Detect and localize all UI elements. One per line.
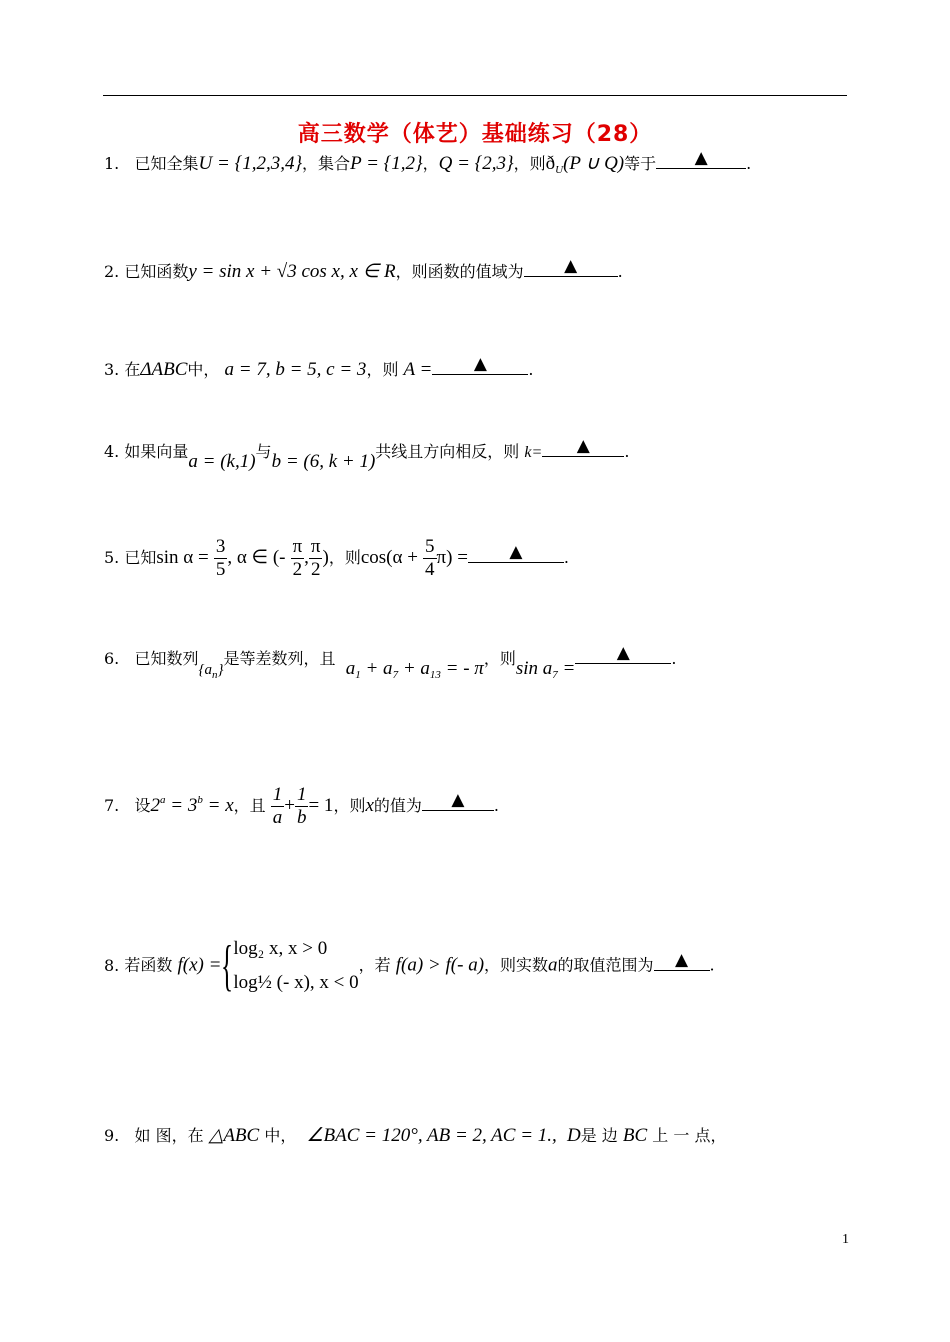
math-expression: sin α = bbox=[156, 547, 209, 568]
answer-blank[interactable] bbox=[524, 258, 618, 277]
question-number: 7. bbox=[104, 796, 120, 815]
period: . bbox=[671, 649, 677, 668]
page-number: 1 bbox=[842, 1232, 849, 1247]
complement-symbol: ð bbox=[545, 153, 556, 174]
question-number: 4. bbox=[104, 442, 120, 461]
math-expression: + bbox=[284, 795, 295, 816]
question-text: 的值为 bbox=[373, 796, 422, 815]
math-expression: Q = {2,3} bbox=[438, 153, 514, 174]
question-text: 与 bbox=[255, 442, 272, 461]
question-text: 中， bbox=[187, 360, 220, 379]
question-text: 共线且方向相反，则 bbox=[375, 442, 520, 461]
period: . bbox=[617, 262, 623, 281]
question-number: 2. bbox=[104, 262, 120, 281]
question-text: 设 bbox=[134, 796, 151, 815]
fraction: $\frac{5}{4}$ bbox=[425, 536, 435, 580]
period: . bbox=[624, 442, 630, 461]
math-expression: cos(α + bbox=[360, 547, 418, 568]
math-expression: $2^a = 3^b = x$ bbox=[150, 794, 234, 816]
fraction: $\frac{1}{b}$ bbox=[296, 784, 307, 828]
fraction: $\frac{3}{5}$ bbox=[215, 536, 226, 580]
triangle-icon: ▲ bbox=[675, 949, 689, 970]
math-expression: (P ∪ Q) bbox=[563, 153, 625, 174]
math-expression: , bbox=[304, 547, 309, 568]
triangle-icon: ▲ bbox=[694, 148, 708, 168]
question-text: ， bbox=[422, 154, 439, 173]
answer-blank[interactable] bbox=[656, 150, 746, 169]
answer-blank[interactable] bbox=[422, 792, 494, 811]
triangle-icon: ▲ bbox=[473, 354, 487, 374]
math-expression: U = {1,2,3,4} bbox=[198, 153, 303, 174]
question-4 bbox=[104, 438, 629, 473]
math-expression: $\{a_n\}$ bbox=[198, 662, 224, 681]
question-9 bbox=[104, 1123, 726, 1147]
math-expression: △ABC bbox=[208, 1125, 260, 1146]
question-text: ，则 bbox=[328, 548, 361, 567]
answer-blank[interactable] bbox=[575, 645, 671, 664]
question-7 bbox=[104, 784, 499, 829]
piecewise-cases bbox=[233, 932, 358, 1000]
math-expression: $a_1 + a_7 + a_{13}$ = - π bbox=[345, 658, 484, 681]
math-expression: P = {1,2} bbox=[350, 153, 423, 174]
question-6 bbox=[104, 645, 676, 681]
question-text: 若函数 bbox=[124, 955, 173, 975]
brace-symbol: { bbox=[221, 935, 234, 997]
math-expression: b = (6, k + 1) bbox=[271, 451, 376, 472]
question-number: 9. bbox=[104, 1126, 120, 1145]
triangle-icon: ▲ bbox=[509, 542, 523, 562]
math-subscript: U bbox=[555, 164, 564, 176]
question-text: 上 一 点， bbox=[652, 1126, 727, 1145]
math-expression: A = bbox=[403, 359, 433, 380]
period: . bbox=[493, 796, 499, 815]
question-5 bbox=[104, 536, 569, 581]
question-8 bbox=[104, 932, 715, 1000]
math-expression: BC bbox=[622, 1125, 648, 1146]
math-expression: D bbox=[566, 1125, 581, 1146]
question-text: 已知 bbox=[124, 548, 157, 567]
case-line: log½ (- x), x < 0 bbox=[233, 972, 359, 993]
question-text: ，则实数 bbox=[484, 955, 549, 975]
math-expression: ΔABC bbox=[140, 359, 188, 380]
question-text: 已知全集 bbox=[134, 154, 199, 173]
case-line: log₂ x, x > 0 bbox=[233, 938, 328, 959]
math-expression: , α ∈ (- bbox=[227, 547, 286, 568]
math-expression: ∠BAC = 120°, AB = 2, AC = 1., bbox=[306, 1125, 557, 1146]
question-number: 3. bbox=[104, 360, 120, 379]
question-text: ，则 bbox=[483, 649, 516, 668]
question-text: ，且 bbox=[233, 796, 266, 815]
question-text: ，若 bbox=[358, 955, 391, 975]
triangle-icon: ▲ bbox=[451, 790, 465, 810]
fraction: $\frac{1}{a}$ bbox=[272, 784, 283, 828]
question-text: ，则函数的值域为 bbox=[395, 262, 524, 281]
question-text: ，则 bbox=[366, 360, 399, 379]
question-number: 1. bbox=[104, 154, 120, 173]
fraction: $\frac{\pi}{2}$ bbox=[292, 536, 303, 580]
question-1 bbox=[104, 150, 751, 176]
answer-blank[interactable] bbox=[542, 438, 624, 457]
math-expression: y = sin x + √3 cos x, x ∈ R bbox=[188, 261, 396, 282]
question-2 bbox=[104, 258, 623, 283]
question-text: ，集合 bbox=[302, 154, 351, 173]
question-text: 是等差数列，且 bbox=[223, 649, 336, 668]
triangle-icon: ▲ bbox=[576, 436, 590, 456]
question-text: ，则 bbox=[513, 154, 546, 173]
question-text: 如 图，在 bbox=[134, 1126, 204, 1145]
fraction: $\frac{\pi}{2}$ bbox=[310, 536, 321, 580]
math-expression: π) = bbox=[436, 547, 468, 568]
question-text: 等于 bbox=[624, 154, 657, 173]
answer-blank[interactable] bbox=[432, 356, 528, 375]
question-number: 6. bbox=[104, 649, 120, 668]
question-text: ，则 bbox=[333, 796, 366, 815]
answer-blank[interactable] bbox=[468, 544, 564, 563]
math-expression: a bbox=[548, 954, 558, 976]
math-expression: $\sin a_7$ = bbox=[515, 658, 576, 681]
question-text: 的取值范围为 bbox=[557, 955, 654, 975]
period: . bbox=[528, 360, 534, 379]
question-3 bbox=[104, 356, 533, 381]
question-text: 已知数列 bbox=[134, 649, 199, 668]
top-rule bbox=[103, 95, 847, 96]
page-title: 高三数学（体艺）基础练习（28） bbox=[297, 122, 653, 147]
question-number: 8. bbox=[104, 955, 120, 975]
question-text: 是 边 bbox=[580, 1126, 618, 1145]
question-text: 中， bbox=[264, 1126, 297, 1145]
triangle-icon: ▲ bbox=[564, 256, 578, 276]
question-text: 在 bbox=[124, 360, 141, 379]
math-expression: a = (k,1) bbox=[188, 451, 256, 472]
answer-blank[interactable] bbox=[654, 949, 710, 971]
triangle-icon: ▲ bbox=[616, 643, 630, 663]
math-expression: f(a) > f(- a) bbox=[395, 954, 485, 976]
math-expression: x bbox=[365, 795, 374, 816]
period: . bbox=[563, 548, 570, 567]
math-expression: f(x) = bbox=[177, 954, 222, 976]
math-expression: = 1 bbox=[308, 795, 334, 816]
period: . bbox=[709, 955, 715, 975]
math-expression: a = 7, b = 5, c = 3 bbox=[224, 359, 367, 380]
question-text: 已知函数 bbox=[124, 262, 189, 281]
math-expression: k= bbox=[524, 444, 543, 461]
question-number: 5. bbox=[104, 548, 120, 567]
period: . bbox=[746, 154, 752, 173]
math-expression: ) bbox=[322, 547, 329, 568]
question-text: 如果向量 bbox=[124, 442, 189, 461]
